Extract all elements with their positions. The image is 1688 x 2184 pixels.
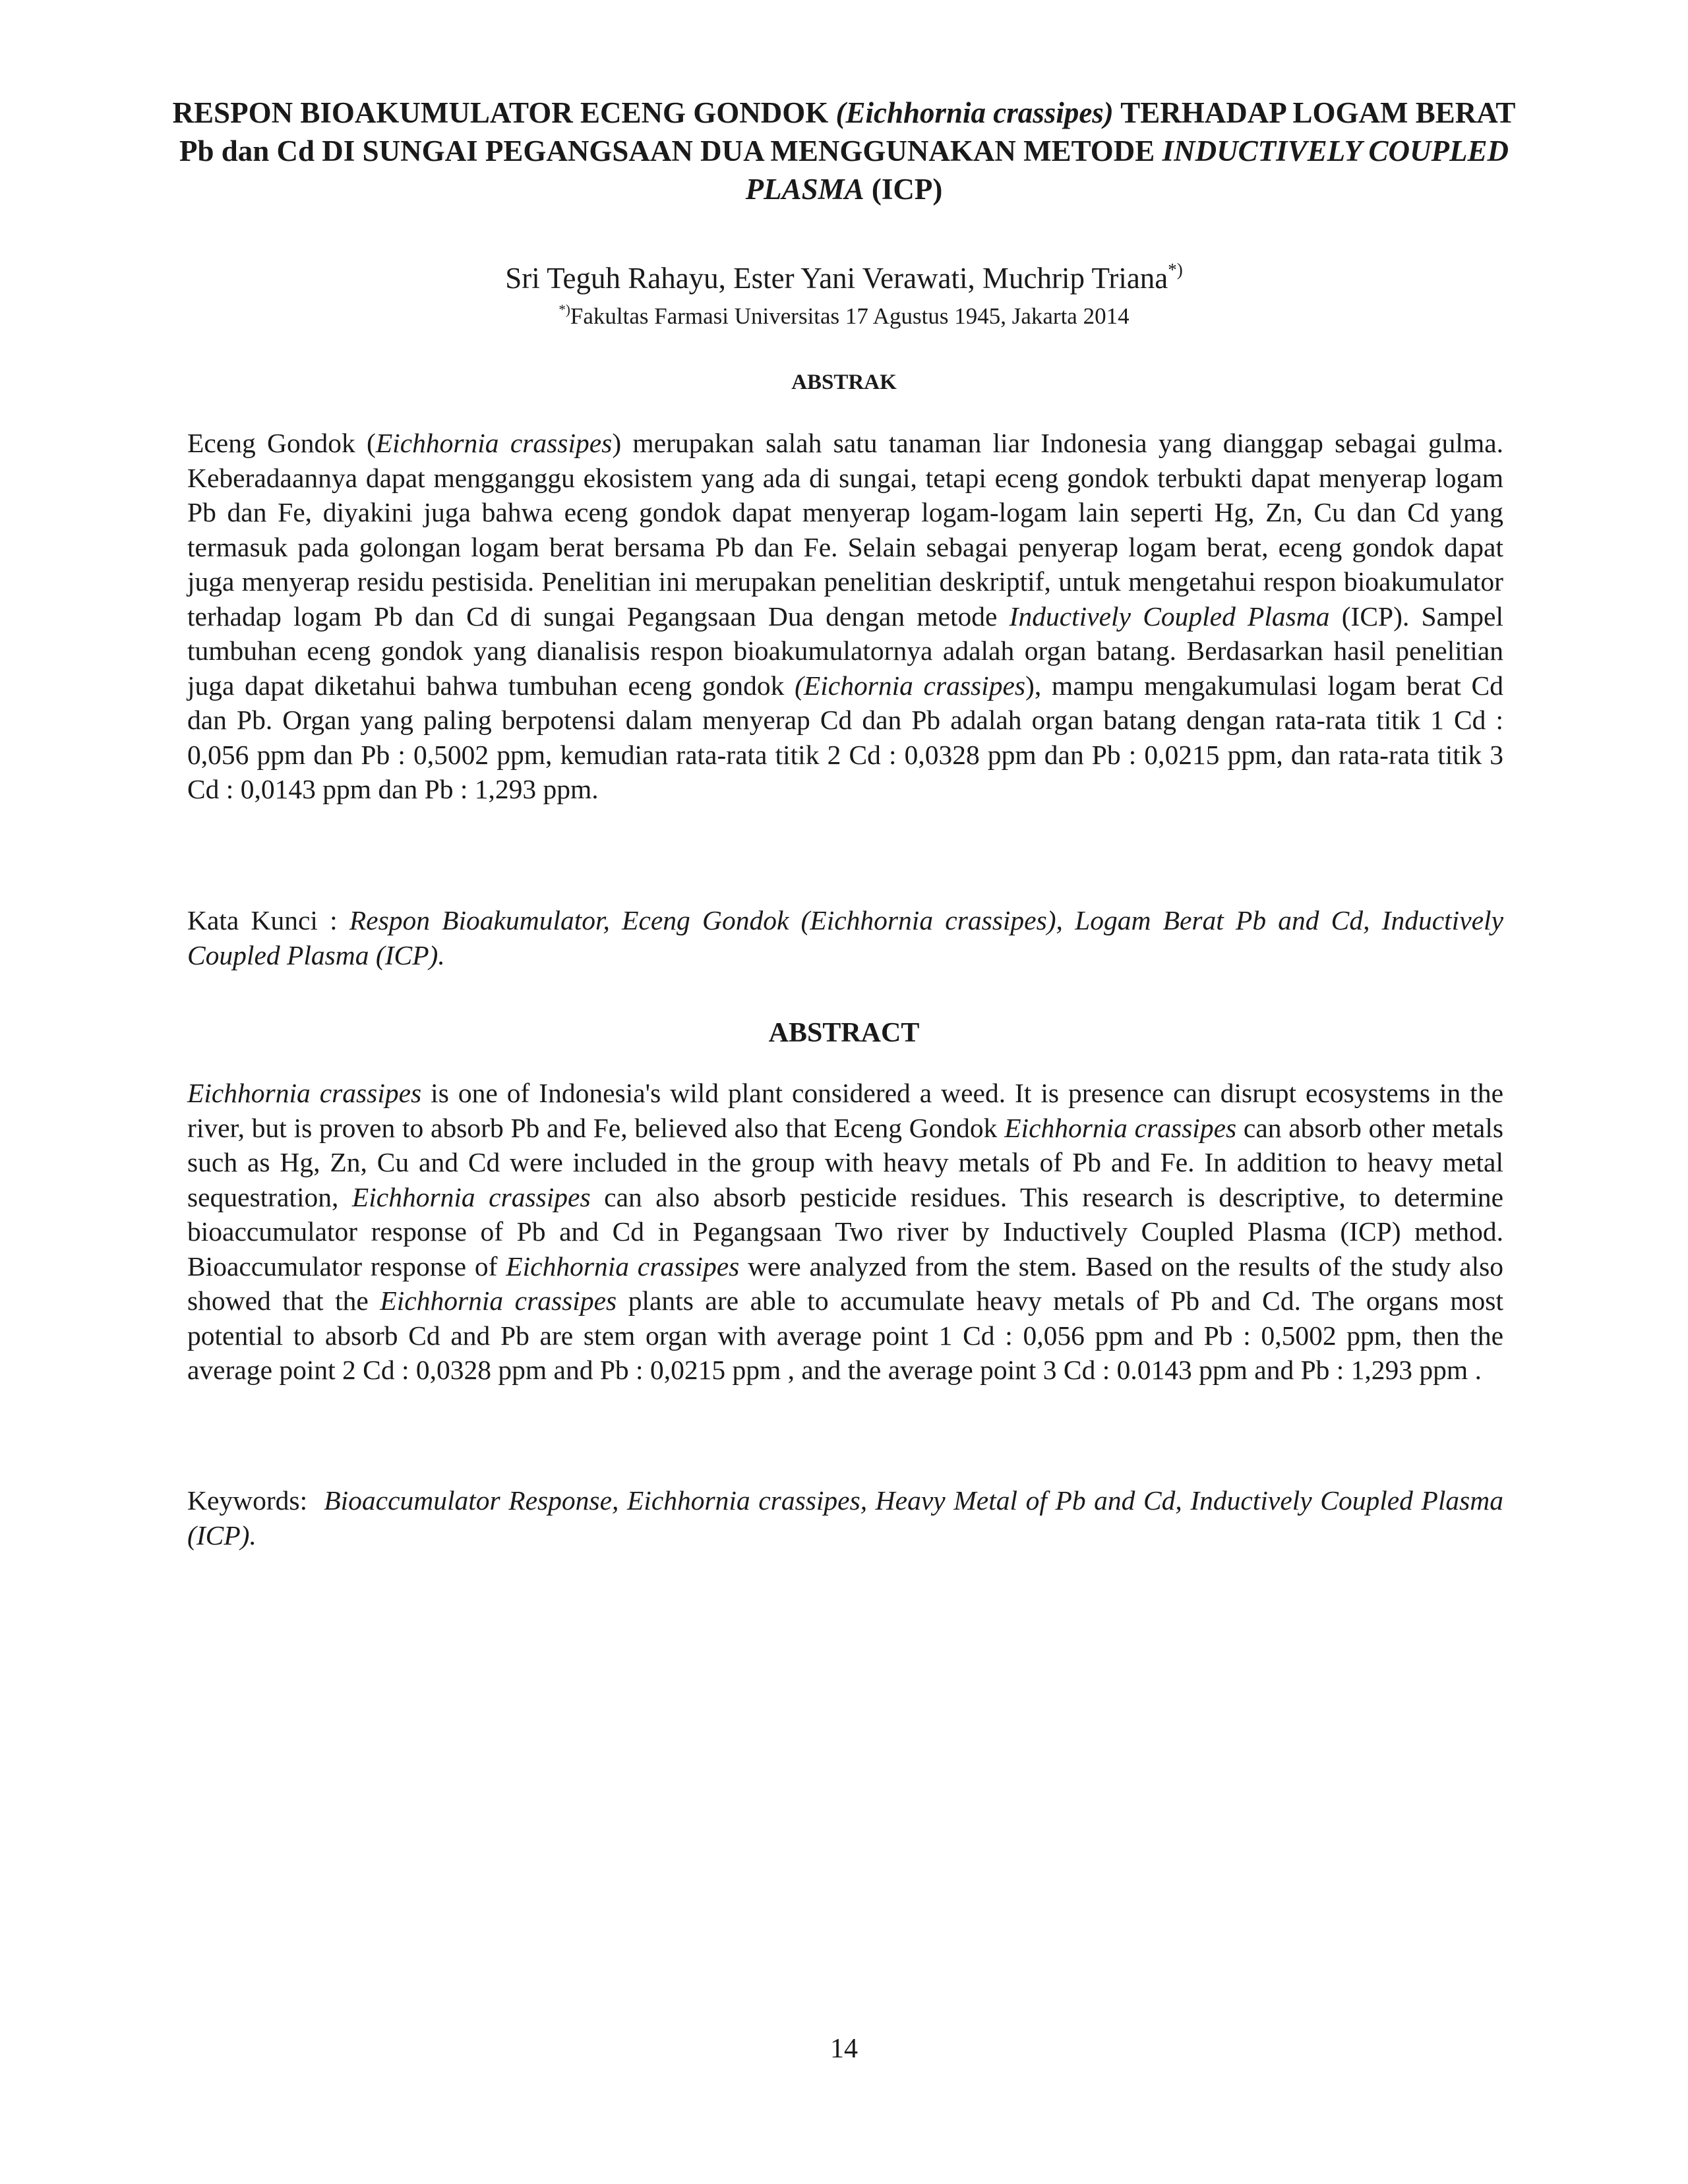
abstrak-heading: ABSTRAK <box>791 370 897 394</box>
abstrak-body: Eceng Gondok (Eichhornia crassipes) merupakan salah satu tanaman liar Indonesia yang dianggap sebagai gulma. Keberadaannya dapat mengganggu ekosistem yang ada di sungai, tetapi eceng gondok terbukti dapat menyerap logam Pb dan Fe, diyakini juga bahwa eceng gondok dapat menyerap logam-logam lain seperti Hg, Zn, Cu dan Cd yang termasuk pada golongan logam berat bersama Pb dan Fe. Selain sebagai penyerap logam berat, eceng gondok dapat juga menyerap residu pestisida. Penelitian ini merupakan penelitian deskriptif, untuk mengetahui respon bioakumulator terhadap logam Pb dan Cd di sungai Pegangsaan Dua dengan metode Inductively Coupled Plasma (ICP). Sampel tumbuhan eceng gondok yang dianalisis respon bioakumulatornya adalah organ batang. Berdasarkan hasil penelitian juga dapat diketahui bahwa tumbuhan eceng gondok (Eichornia crassipes), mampu mengakumulasi logam berat Cd dan Pb. Organ yang paling berpotensi dalam menyerap Cd dan Pb adalah organ batang dengan rata-rata titik 1 Cd : 0,056 ppm dan Pb : 0,5002 ppm, kemudian rata-rata titik 2 Cd : 0,0328 ppm dan Pb : 0,0215 ppm, dan rata-rata titik 3 Cd : 0,0143 ppm dan Pb : 1,293 ppm. <box>187 428 1504 804</box>
keywords <box>187 1483 1503 1552</box>
page-number: 14 <box>830 2034 858 2064</box>
kata-kunci-label: Kata Kunci : <box>187 905 349 935</box>
abstract-heading: ABSTRACT <box>768 1018 920 1048</box>
keywords-label: Keywords: <box>187 1485 324 1516</box>
affiliation: *)Fakultas Farmasi Universitas 17 Agustus 1945, Jakarta 2014 <box>558 301 1130 329</box>
author-footnote-marker: *) <box>1168 260 1183 280</box>
kata-kunci-text: Respon Bioakumulator, Eceng Gondok (Eichhornia crassipes), Logam Berat Pb and Cd, Inductively Coupled Plasma (ICP). <box>187 905 1503 970</box>
paper-title: RESPON BIOAKUMULATOR ECENG GONDOK (Eichhornia crassipes) TERHADAP LOGAM BERAT Pb dan Cd DI SUNGAI PEGANGSAAN DUA MENGGUNAKAN METODE INDUCTIVELY COUPLED PLASMA (ICP) <box>172 96 1516 206</box>
affiliation-footnote-marker: *) <box>558 301 570 318</box>
kata-kunci <box>187 903 1503 972</box>
abstract-body: Eichhornia crassipes is one of Indonesia's wild plant considered a weed. It is presence can disrupt ecosystems in the river, but is proven to absorb Pb and Fe, believed also that Eceng Gondok Eichhornia crassipes can absorb other metals such as Hg, Zn, Cu and Cd were included in the group with heavy metals of Pb and Fe. In addition to heavy metal sequestration, Eichhornia crassipes can also absorb pesticide residues. This research is descriptive, to determine bioaccumulator response of Pb and Cd in Pegangsaan Two river by Inductively Coupled Plasma (ICP) method. Bioaccumulator response of Eichhornia crassipes were analyzed from the stem. Based on the results of the study also showed that the Eichhornia crassipes plants are able to accumulate heavy metals of Pb and Cd. The organs most potential to absorb Cd and Pb are stem organ with average point 1 Cd : 0,056 ppm and Pb : 0,5002 ppm, then the average point 2 Cd : 0,0328 ppm and Pb : 0,0215 ppm , and the average point 3 Cd : 0.0143 ppm and Pb : 1,293 ppm . <box>187 1078 1504 1385</box>
author-list: Sri Teguh Rahayu, Ester Yani Verawati, Muchrip Triana*) <box>505 260 1183 295</box>
keywords-text: Bioaccumulator Response, Eichhornia crassipes, Heavy Metal of Pb and Cd, Inductively Coupled Plasma (ICP). <box>187 1485 1503 1550</box>
